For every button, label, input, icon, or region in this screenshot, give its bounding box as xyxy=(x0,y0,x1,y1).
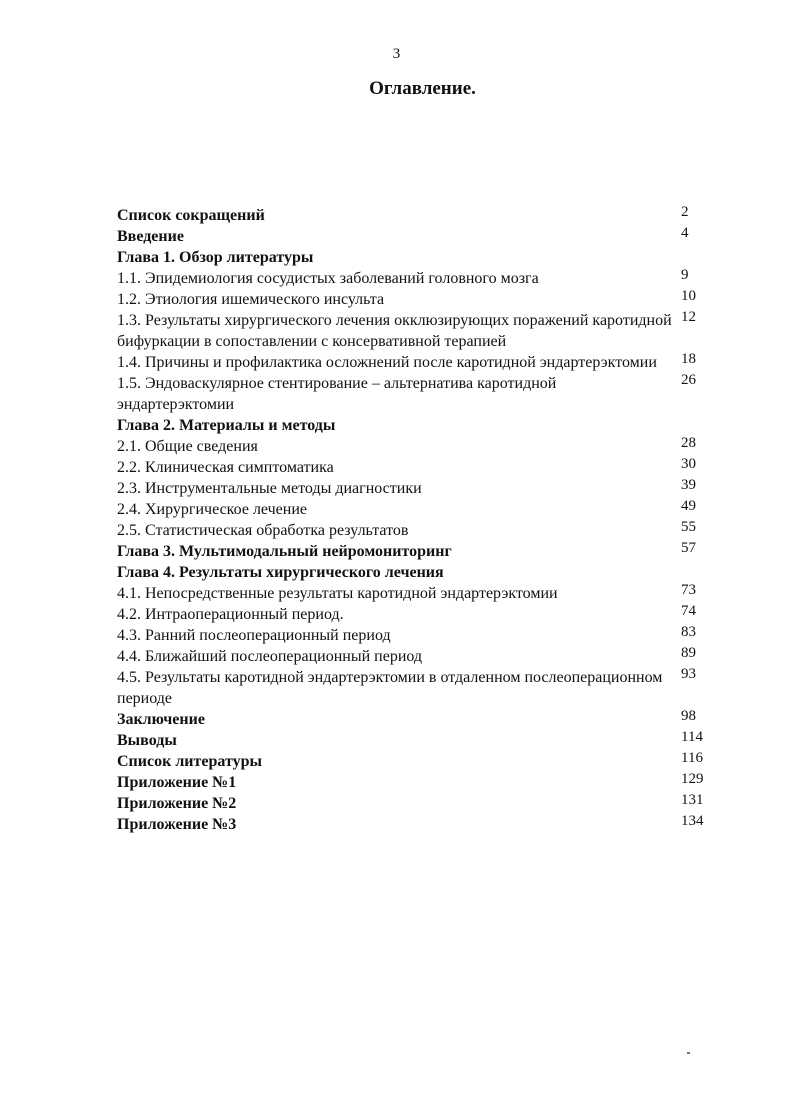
toc-entry-title: Выводы xyxy=(117,732,177,749)
toc-entry-page: 49 xyxy=(681,498,696,514)
toc-entry xyxy=(117,604,717,625)
toc-entry-page: 73 xyxy=(681,582,696,598)
toc-entry-title: 4.1. Непосредственные результаты каротидной эндартерэктомии xyxy=(117,585,558,602)
toc-entry xyxy=(117,667,717,709)
toc-entry-title: 1.2. Этиология ишемического инсульта xyxy=(117,291,385,308)
toc-entry-title: Глава 2. Материалы и методы xyxy=(117,417,336,434)
toc-entry xyxy=(117,268,717,289)
toc-entry-page: 114 xyxy=(681,729,703,745)
toc-entry xyxy=(117,541,717,562)
toc-entry-page: 10 xyxy=(681,288,696,304)
toc-entry-page: 26 xyxy=(681,372,696,388)
toc-entry xyxy=(117,310,717,352)
toc-entry xyxy=(117,457,717,478)
toc-entry xyxy=(117,730,717,751)
toc-entry-page: 131 xyxy=(681,792,704,808)
page-number: 3 xyxy=(392,46,401,62)
toc-entry-title: 4.4. Ближайший послеоперационный период xyxy=(117,648,423,665)
toc-entry xyxy=(117,646,717,667)
toc-entry xyxy=(117,352,717,373)
table-of-contents xyxy=(117,205,717,835)
toc-entry-title: Заключение xyxy=(117,711,205,728)
toc-entry-page: 134 xyxy=(681,813,704,829)
toc-entry xyxy=(117,247,717,268)
toc-entry-title: 2.3. Инструментальные методы диагностики xyxy=(117,480,422,497)
toc-entry-page: 30 xyxy=(681,456,696,472)
toc-entry-page: 93 xyxy=(681,666,696,682)
toc-entry-page: 89 xyxy=(681,645,696,661)
toc-entry-title: 2.2. Клиническая симптоматика xyxy=(117,459,334,476)
toc-entry xyxy=(117,709,717,730)
toc-entry xyxy=(117,562,717,583)
toc-entry-page: 4 xyxy=(681,225,689,241)
toc-entry xyxy=(117,520,717,541)
toc-entry-page: 116 xyxy=(681,750,703,766)
toc-entry-page: 39 xyxy=(681,477,696,493)
toc-entry xyxy=(117,814,717,835)
toc-entry-page: 2 xyxy=(681,204,689,220)
toc-entry-page: 28 xyxy=(681,435,696,451)
toc-entry-title: 2.4. Хирургическое лечение xyxy=(117,501,307,518)
toc-entry-page: 98 xyxy=(681,708,696,724)
toc-entry-page: 9 xyxy=(681,267,689,283)
toc-entry-title: Приложение №3 xyxy=(117,816,237,833)
toc-entry-title: Список литературы xyxy=(117,753,262,770)
toc-entry xyxy=(117,226,717,247)
toc-entry-title: 1.4. Причины и профилактика осложнений после каротидной эндартерэктомии xyxy=(117,354,657,371)
toc-entry-title: 4.5. Результаты каротидной эндартерэктомии в отдаленном послеоперационном периоде xyxy=(117,669,663,707)
toc-entry xyxy=(117,499,717,520)
toc-entry-title: Приложение №1 xyxy=(117,774,237,791)
toc-entry xyxy=(117,205,717,226)
toc-entry-title: Глава 1. Обзор литературы xyxy=(117,249,314,266)
toc-entry xyxy=(117,373,717,415)
toc-entry-title: Список сокращений xyxy=(117,207,265,224)
toc-entry-title: 2.1. Общие сведения xyxy=(117,438,258,455)
page-title: Оглавление. xyxy=(369,78,476,99)
toc-entry-page: 12 xyxy=(681,309,696,325)
toc-entry xyxy=(117,751,717,772)
toc-entry xyxy=(117,583,717,604)
toc-entry-title: Приложение №2 xyxy=(117,795,237,812)
toc-entry-title: Глава 3. Мультимодальный нейромониторинг xyxy=(117,543,452,560)
toc-entry-page: 18 xyxy=(681,351,696,367)
toc-entry-title: 1.5. Эндоваскулярное стентирование – альтернатива каротидной эндартерэктомии xyxy=(117,375,557,413)
toc-entry-title: 4.2. Интраоперационный период. xyxy=(117,606,344,623)
toc-entry-page: 57 xyxy=(681,540,696,556)
toc-entry-title: 2.5. Статистическая обработка результатов xyxy=(117,522,409,539)
toc-entry xyxy=(117,772,717,793)
toc-entry-title: Введение xyxy=(117,228,184,245)
toc-entry xyxy=(117,793,717,814)
toc-entry-page: 74 xyxy=(681,603,696,619)
toc-entry xyxy=(117,625,717,646)
toc-entry xyxy=(117,415,717,436)
toc-entry-title: Глава 4. Результаты хирургического лечения xyxy=(117,564,444,581)
toc-entry xyxy=(117,478,717,499)
toc-entry xyxy=(117,436,717,457)
toc-entry-title: 4.3. Ранний послеоперационный период xyxy=(117,627,391,644)
toc-entry-page: 83 xyxy=(681,624,696,640)
toc-entry-page: 129 xyxy=(681,771,704,787)
toc-entry-title: 1.3. Результаты хирургического лечения окклюзирующих поражений каротидной бифуркации в сопоставлении с консервативной терапией xyxy=(117,312,672,350)
toc-entry xyxy=(117,289,717,310)
toc-entry-title: 1.1. Эпидемиология сосудистых заболеваний головного мозга xyxy=(117,270,539,287)
scan-dot xyxy=(687,1052,690,1054)
toc-entry-page: 55 xyxy=(681,519,696,535)
